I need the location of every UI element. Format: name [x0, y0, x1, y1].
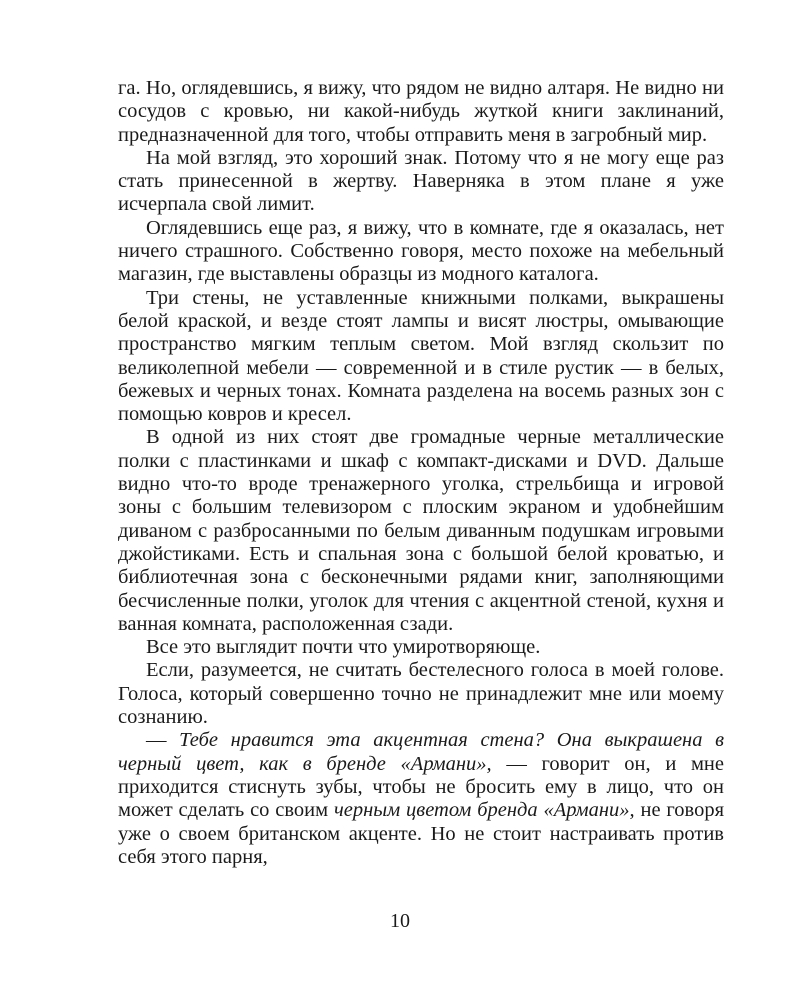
text-run: не говоря уже о своем британском акценте. Но не стоит настраивать против себя этого парня,: [118, 799, 725, 868]
text-run: Все это выглядит почти что умиротворяюще.: [146, 636, 541, 659]
paragraph-5: [118, 426, 724, 636]
text-run: На мой взгляд, это хороший знак. Потому что я не могу еще раз стать принесенной в жертву. Наверняка в этом плане я уже исчерпала свой лимит.: [118, 146, 724, 216]
italic-text-run: черным цветом бренда «Армани»,: [333, 799, 635, 822]
paragraph-7: [118, 659, 724, 729]
text-run: —: [146, 729, 180, 752]
paragraph-8: [118, 729, 724, 869]
italic-text-run: Тебе нравится эта акцентная стена? Она выкрашена в черный цвет, как в бренде «Армани»,: [118, 729, 724, 775]
text-run: Если, разумеется, не считать бестелесного голоса в моей голове. Голоса, который совершенно точно не принадлежит мне или моему сознанию.: [118, 659, 724, 729]
text-run: В одной из них стоят две громадные черные металлические полки с пластинками и шкаф с компакт-дисками и DVD. Дальше видно что-то вроде тренажерного уголка, стрельбища и игровой зоны с большим телевизором с плоским экраном и удобнейшим диваном с разбросанными по белым диванным подушкам игровыми джойстиками. Есть и спальная зона с большой белой кроватью, и библиотечная зона с бесконечными рядами книг, заполняющими бесчисленные полки, уголок для чтения с акцентной стеной, кухня и ванная комната, расположенная сзади.: [118, 426, 724, 635]
text-run: — говорит он, и мне приходится стиснуть зубы, чтобы не бросить ему в лицо, что он может сделать со своим: [118, 752, 724, 822]
body-text: [118, 77, 724, 869]
paragraph-3: [118, 217, 724, 287]
paragraph-4: [118, 287, 724, 427]
page-number: 10: [390, 910, 410, 932]
paragraph-2: [118, 147, 724, 217]
paragraph-6: [118, 636, 724, 659]
text-run: Три стены, не уставленные книжными полками, выкрашены белой краской, и везде стоят лампы и висят люстры, омывающие пространство мягким теплым светом. Мой взгляд скользит по великолепной мебели — современной и в стиле рустик — в белых, бежевых и черных тонах. Комната разделена на восемь разных зон с помощью ковров и кресел.: [118, 286, 724, 426]
paragraph-1: [118, 77, 724, 147]
text-run: Оглядевшись еще раз, я вижу, что в комнате, где я оказалась, нет ничего страшного. Собственно говоря, место похоже на мебельный магазин, где выставлены образцы из модного каталога.: [118, 216, 724, 286]
text-run: га. Но, оглядевшись, я вижу, что рядом не видно алтаря. Не видно ни сосудов с кровью, ни какой-нибудь жуткой книги заклинаний, предназначенной для того, чтобы отправить меня в загробный мир.: [118, 77, 724, 146]
